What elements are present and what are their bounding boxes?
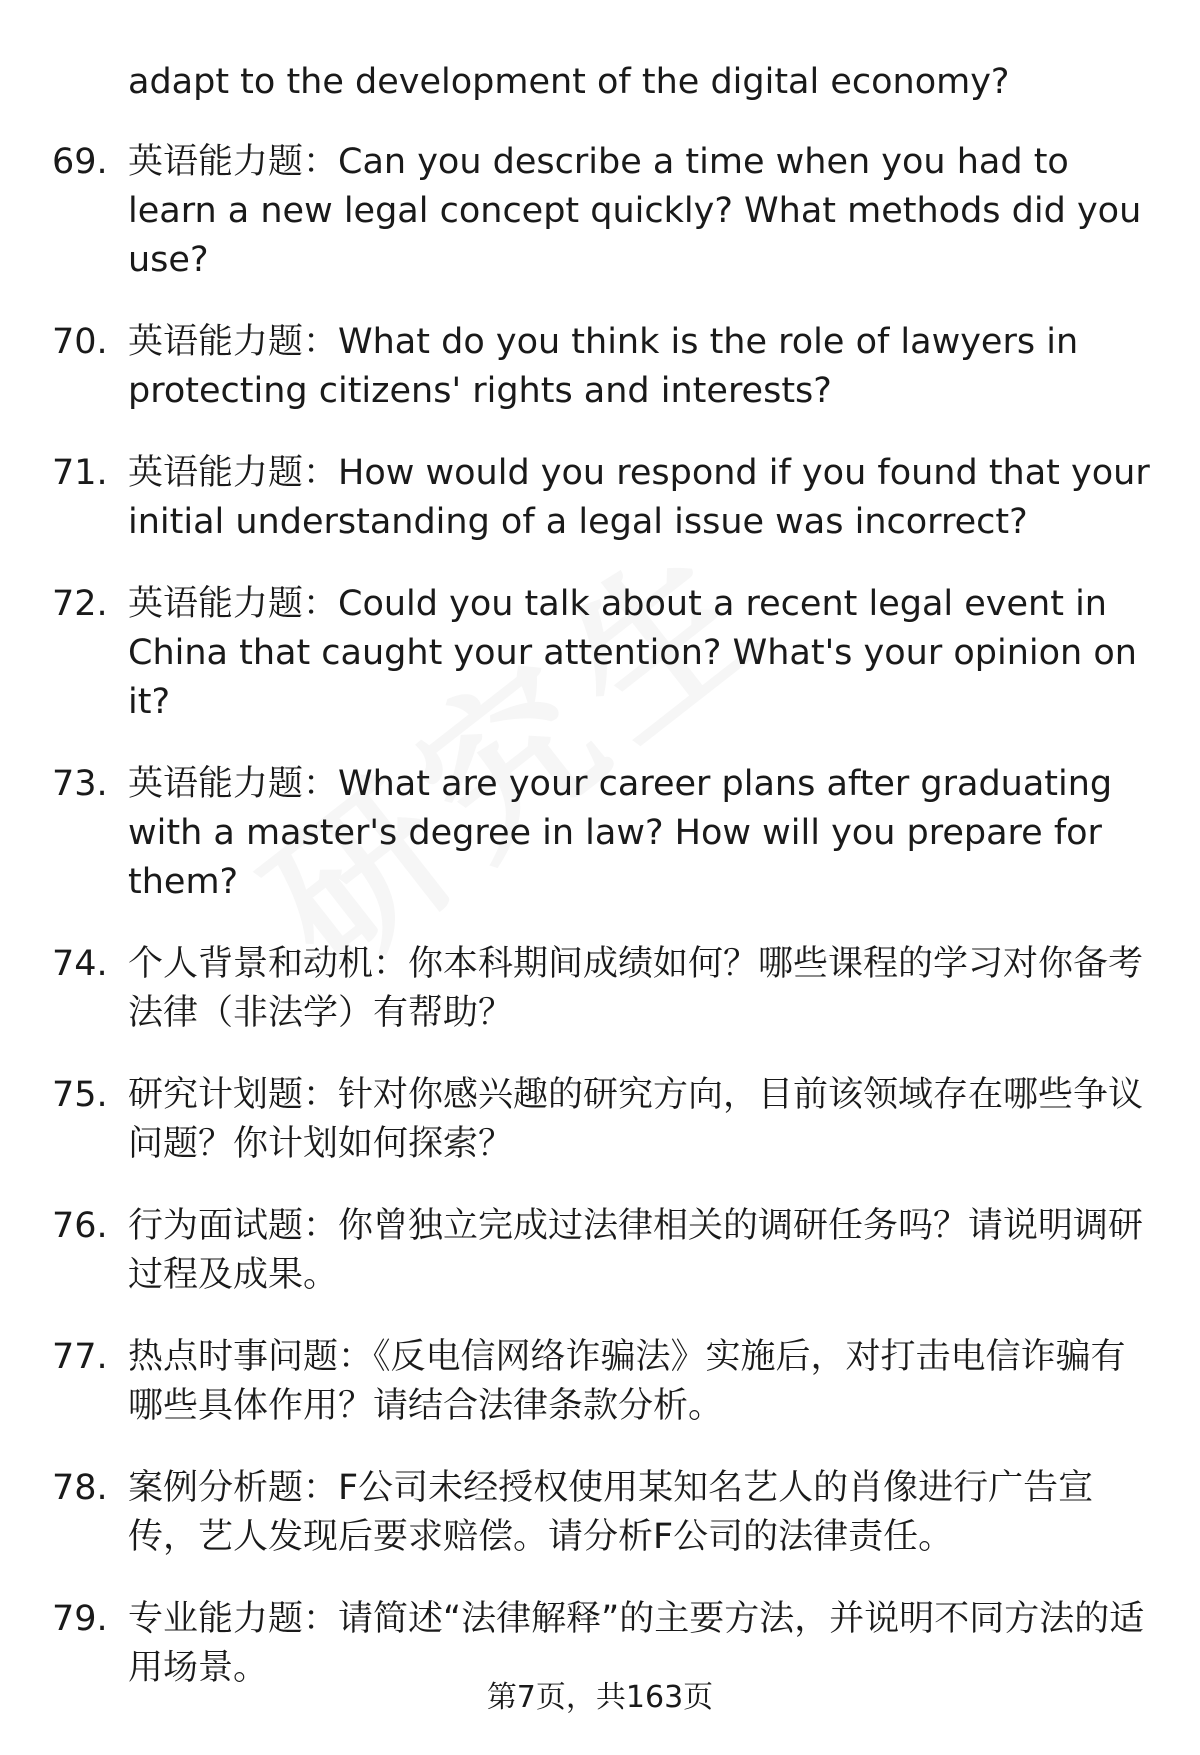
question-text: F公司未经授权使用某知名艺人的肖像进行广告宣传，艺人发现后要求赔偿。请分析F公司的法律责任。 [128, 1468, 1094, 1557]
question-item [0, 138, 1200, 285]
question-text: 针对你感兴趣的研究方向，目前该领域存在哪些争议问题？你计划如何探索？ [128, 1075, 1144, 1164]
question-item [0, 1333, 1200, 1431]
question-list [0, 138, 1200, 1726]
question-category: 英语能力题： [128, 584, 339, 624]
continuation-text: adapt to the development of the digital economy? [128, 62, 1010, 102]
question-text: What are your career plans after graduating with a master's degree in law? How will you prepare for them? [128, 764, 1113, 902]
question-number: 73. [52, 764, 108, 804]
question-number: 77. [52, 1337, 108, 1377]
question-number: 70. [52, 322, 108, 362]
question-text: 你本科期间成绩如何？哪些课程的学习对你备考法律（非法学）有帮助？ [128, 944, 1144, 1033]
question-number: 69. [52, 142, 108, 182]
question-text: Can you describe a time when you had to learn a new legal concept quickly? What methods did you use? [128, 142, 1142, 280]
question-number: 78. [52, 1468, 108, 1508]
question-item [0, 760, 1200, 907]
question-number: 74. [52, 944, 108, 984]
question-text: How would you respond if you found that your initial understanding of a legal issue was incorrect? [128, 453, 1150, 542]
question-category: 英语能力题： [128, 142, 339, 182]
question-category: 英语能力题： [128, 453, 339, 493]
question-number: 76. [52, 1206, 108, 1246]
question-category: 行为面试题： [128, 1206, 339, 1246]
question-category: 英语能力题： [128, 764, 339, 804]
question-category: 热点时事问题： [128, 1337, 374, 1377]
question-item [0, 449, 1200, 547]
question-category: 个人背景和动机： [128, 944, 409, 984]
question-category: 专业能力题： [128, 1599, 339, 1639]
question-item [0, 580, 1200, 727]
question-number: 71. [52, 453, 108, 493]
question-category: 研究计划题： [128, 1075, 339, 1115]
question-category: 案例分析题： [128, 1468, 339, 1508]
question-item [0, 1202, 1200, 1300]
question-item [0, 318, 1200, 416]
question-text: 你曾独立完成过法律相关的调研任务吗？请说明调研过程及成果。 [128, 1206, 1144, 1295]
question-number: 75. [52, 1075, 108, 1115]
page-footer: 第7页，共163页 [486, 1680, 714, 1715]
question-category: 英语能力题： [128, 322, 339, 362]
question-number: 72. [52, 584, 108, 624]
question-text: What do you think is the role of lawyers in protecting citizens' rights and interests? [128, 322, 1079, 411]
question-item [0, 1464, 1200, 1562]
question-item [0, 940, 1200, 1038]
question-item [0, 1071, 1200, 1169]
question-text: Could you talk about a recent legal event in China that caught your attention? What's your opinion on it? [128, 584, 1137, 722]
question-text: 请简述“法律解释”的主要方法，并说明不同方法的适用场景。 [128, 1599, 1145, 1688]
question-text: 《反电信网络诈骗法》实施后，对打击电信诈骗有哪些具体作用？请结合法律条款分析。 [128, 1337, 1126, 1426]
question-number: 79. [52, 1599, 108, 1639]
